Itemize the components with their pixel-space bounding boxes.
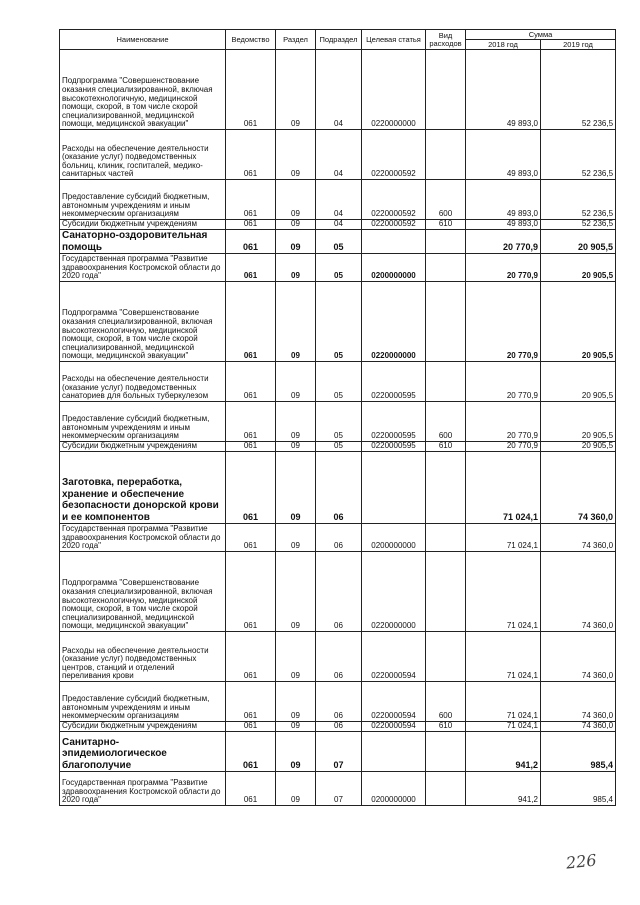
- row-name: Предоставление субсидий бюджетным, автономным учреждениям и иным некоммерческим организациям: [60, 682, 226, 722]
- header-sum: Сумма: [466, 30, 616, 40]
- row-target: 0220000595: [362, 402, 426, 442]
- row-name: Расходы на обеспечение деятельности (оказание услуг) подведомственных больниц, клиник, госпиталей, медико-санитарных частей: [60, 130, 226, 180]
- header-name: Наименование: [60, 30, 226, 50]
- row-target: 0220000594: [362, 682, 426, 722]
- header-dept: Ведомство: [226, 30, 276, 50]
- table-row: [60, 130, 616, 180]
- budget-document: [59, 29, 615, 806]
- row-sum-2019: 20 905,5: [541, 362, 616, 402]
- row-target: 0220000000: [362, 50, 426, 130]
- table-header: [60, 30, 616, 50]
- row-target: 0200000000: [362, 524, 426, 552]
- row-expense-type: [426, 632, 466, 682]
- row-sum-2018: 49 893,0: [466, 220, 541, 230]
- row-section: 09: [276, 772, 316, 806]
- row-dept: 061: [226, 220, 276, 230]
- row-name: Расходы на обеспечение деятельности (оказание услуг) подведомственных санаториев для больных туберкулезом: [60, 362, 226, 402]
- row-name: Подпрограмма "Совершенствование оказания специализированной, включая высокотехнологичную, медицинской помощи, скорой, в том числе скорой специализированной, медицинской помощи, медицинской эвакуации": [60, 552, 226, 632]
- row-expense-type: [426, 230, 466, 254]
- row-sum-2019: 20 905,5: [541, 230, 616, 254]
- table-row: [60, 772, 616, 806]
- row-subsection: 05: [316, 442, 362, 452]
- row-subsection: 05: [316, 282, 362, 362]
- table-row: [60, 732, 616, 772]
- row-dept: 061: [226, 632, 276, 682]
- table-row: [60, 50, 616, 130]
- row-sum-2019: 74 360,0: [541, 452, 616, 524]
- row-subsection: 05: [316, 230, 362, 254]
- row-section: 09: [276, 362, 316, 402]
- row-target: 0220000594: [362, 722, 426, 732]
- row-expense-type: [426, 362, 466, 402]
- row-section: 09: [276, 632, 316, 682]
- row-name: Государственная программа "Развитие здравоохранения Костромской области до 2020 года": [60, 772, 226, 806]
- table-row: [60, 254, 616, 282]
- budget-table: [59, 29, 616, 806]
- row-dept: 061: [226, 50, 276, 130]
- table-row: [60, 180, 616, 220]
- row-dept: 061: [226, 722, 276, 732]
- row-target: [362, 452, 426, 524]
- table-row: [60, 230, 616, 254]
- row-name: Санаторно-оздоровительная помощь: [60, 230, 226, 254]
- row-sum-2018: 49 893,0: [466, 180, 541, 220]
- row-subsection: 06: [316, 452, 362, 524]
- table-row: [60, 682, 616, 722]
- row-section: 09: [276, 732, 316, 772]
- row-sum-2018: 941,2: [466, 772, 541, 806]
- row-sum-2018: 20 770,9: [466, 230, 541, 254]
- row-target: 0220000595: [362, 362, 426, 402]
- table-row: [60, 402, 616, 442]
- row-target: [362, 230, 426, 254]
- row-sum-2018: 20 770,9: [466, 282, 541, 362]
- row-name: Предоставление субсидий бюджетным, автономным учреждениям и иным некоммерческим организациям: [60, 402, 226, 442]
- row-dept: 061: [226, 362, 276, 402]
- row-dept: 061: [226, 282, 276, 362]
- row-sum-2018: 71 024,1: [466, 632, 541, 682]
- row-sum-2019: 20 905,5: [541, 442, 616, 452]
- table-body: [60, 50, 616, 806]
- row-name: Предоставление субсидий бюджетным, автономным учреждениям и иным некоммерческим организациям: [60, 180, 226, 220]
- row-dept: 061: [226, 442, 276, 452]
- row-expense-type: [426, 282, 466, 362]
- header-subsection: Подраздел: [316, 30, 362, 50]
- row-subsection: 07: [316, 732, 362, 772]
- row-subsection: 06: [316, 682, 362, 722]
- row-sum-2018: 71 024,1: [466, 682, 541, 722]
- row-expense-type: 610: [426, 442, 466, 452]
- row-sum-2018: 20 770,9: [466, 362, 541, 402]
- row-sum-2019: 985,4: [541, 732, 616, 772]
- row-sum-2018: 71 024,1: [466, 452, 541, 524]
- row-section: 09: [276, 220, 316, 230]
- row-target: 0200000000: [362, 772, 426, 806]
- row-sum-2018: 20 770,9: [466, 442, 541, 452]
- row-name: Подпрограмма "Совершенствование оказания специализированной, включая высокотехнологичную, медицинской помощи, скорой, в том числе скорой специализированной, медицинской помощи, медицинской эвакуации": [60, 282, 226, 362]
- table-row: [60, 442, 616, 452]
- row-sum-2019: 20 905,5: [541, 282, 616, 362]
- row-sum-2019: 52 236,5: [541, 180, 616, 220]
- row-target: 0220000000: [362, 552, 426, 632]
- row-section: 09: [276, 130, 316, 180]
- row-sum-2019: 74 360,0: [541, 524, 616, 552]
- row-expense-type: [426, 452, 466, 524]
- row-target: [362, 732, 426, 772]
- row-sum-2019: 52 236,5: [541, 50, 616, 130]
- row-name: Подпрограмма "Совершенствование оказания специализированной, включая высокотехнологичную, медицинской помощи, скорой, в том числе скорой специализированной, медицинской помощи, медицинской эвакуации": [60, 50, 226, 130]
- row-sum-2018: 49 893,0: [466, 50, 541, 130]
- row-sum-2019: 74 360,0: [541, 552, 616, 632]
- row-sum-2019: 74 360,0: [541, 722, 616, 732]
- row-expense-type: [426, 772, 466, 806]
- row-target: 0220000000: [362, 282, 426, 362]
- row-subsection: 07: [316, 772, 362, 806]
- row-section: 09: [276, 722, 316, 732]
- row-sum-2019: 74 360,0: [541, 632, 616, 682]
- row-expense-type: 600: [426, 402, 466, 442]
- row-sum-2018: 71 024,1: [466, 524, 541, 552]
- row-dept: 061: [226, 682, 276, 722]
- row-dept: 061: [226, 772, 276, 806]
- row-section: 09: [276, 452, 316, 524]
- table-row: [60, 552, 616, 632]
- row-section: 09: [276, 50, 316, 130]
- table-row: [60, 632, 616, 682]
- row-section: 09: [276, 442, 316, 452]
- row-sum-2018: 71 024,1: [466, 722, 541, 732]
- row-target: 0220000592: [362, 220, 426, 230]
- row-target: 0220000594: [362, 632, 426, 682]
- table-row: [60, 452, 616, 524]
- row-expense-type: 610: [426, 220, 466, 230]
- header-year-2018: 2018 год: [466, 40, 541, 50]
- table-row: [60, 524, 616, 552]
- row-subsection: 06: [316, 632, 362, 682]
- row-sum-2019: 52 236,5: [541, 130, 616, 180]
- row-section: 09: [276, 682, 316, 722]
- row-name: Расходы на обеспечение деятельности (оказание услуг) подведомственных центров, станций и отделений переливания крови: [60, 632, 226, 682]
- row-sum-2019: 74 360,0: [541, 682, 616, 722]
- row-section: 09: [276, 180, 316, 220]
- row-sum-2019: 20 905,5: [541, 402, 616, 442]
- row-dept: 061: [226, 130, 276, 180]
- row-dept: 061: [226, 230, 276, 254]
- row-subsection: 06: [316, 552, 362, 632]
- row-expense-type: 610: [426, 722, 466, 732]
- row-expense-type: [426, 50, 466, 130]
- row-section: 09: [276, 552, 316, 632]
- row-expense-type: 600: [426, 180, 466, 220]
- header-section: Раздел: [276, 30, 316, 50]
- header-year-2019: 2019 год: [541, 40, 616, 50]
- row-name: Государственная программа "Развитие здравоохранения Костромской области до 2020 года": [60, 254, 226, 282]
- row-expense-type: [426, 130, 466, 180]
- header-target: Целевая статья: [362, 30, 426, 50]
- row-dept: 061: [226, 452, 276, 524]
- row-dept: 061: [226, 552, 276, 632]
- row-subsection: 06: [316, 524, 362, 552]
- handwritten-page-number: 226: [565, 850, 598, 873]
- row-dept: 061: [226, 180, 276, 220]
- row-subsection: 05: [316, 254, 362, 282]
- row-section: 09: [276, 524, 316, 552]
- row-dept: 061: [226, 524, 276, 552]
- row-sum-2019: 52 236,5: [541, 220, 616, 230]
- table-row: [60, 722, 616, 732]
- row-section: 09: [276, 230, 316, 254]
- row-subsection: 04: [316, 180, 362, 220]
- table-row: [60, 220, 616, 230]
- row-expense-type: [426, 552, 466, 632]
- row-sum-2019: 20 905,5: [541, 254, 616, 282]
- row-dept: 061: [226, 402, 276, 442]
- row-target: 0220000595: [362, 442, 426, 452]
- row-subsection: 05: [316, 402, 362, 442]
- table-row: [60, 362, 616, 402]
- row-name: Заготовка, переработка, хранение и обеспечение безопасности донорской крови и ее компонентов: [60, 452, 226, 524]
- row-name: Государственная программа "Развитие здравоохранения Костромской области до 2020 года": [60, 524, 226, 552]
- row-subsection: 05: [316, 362, 362, 402]
- row-name: Субсидии бюджетным учреждениям: [60, 722, 226, 732]
- row-name: Субсидии бюджетным учреждениям: [60, 220, 226, 230]
- row-expense-type: [426, 254, 466, 282]
- row-expense-type: [426, 732, 466, 772]
- row-target: 0220000592: [362, 180, 426, 220]
- row-subsection: 04: [316, 220, 362, 230]
- row-subsection: 04: [316, 130, 362, 180]
- row-sum-2018: 941,2: [466, 732, 541, 772]
- row-name: Санитарно-эпидемиологическое благополучие: [60, 732, 226, 772]
- row-subsection: 06: [316, 722, 362, 732]
- header-expense-type: Вид расходов: [426, 30, 466, 50]
- row-dept: 061: [226, 732, 276, 772]
- row-section: 09: [276, 402, 316, 442]
- row-sum-2018: 20 770,9: [466, 254, 541, 282]
- row-section: 09: [276, 282, 316, 362]
- row-sum-2018: 71 024,1: [466, 552, 541, 632]
- row-target: 0220000592: [362, 130, 426, 180]
- row-section: 09: [276, 254, 316, 282]
- table-row: [60, 282, 616, 362]
- row-subsection: 04: [316, 50, 362, 130]
- row-expense-type: [426, 524, 466, 552]
- row-sum-2019: 985,4: [541, 772, 616, 806]
- row-sum-2018: 20 770,9: [466, 402, 541, 442]
- row-name: Субсидии бюджетным учреждениям: [60, 442, 226, 452]
- row-dept: 061: [226, 254, 276, 282]
- row-target: 0200000000: [362, 254, 426, 282]
- row-sum-2018: 49 893,0: [466, 130, 541, 180]
- row-expense-type: 600: [426, 682, 466, 722]
